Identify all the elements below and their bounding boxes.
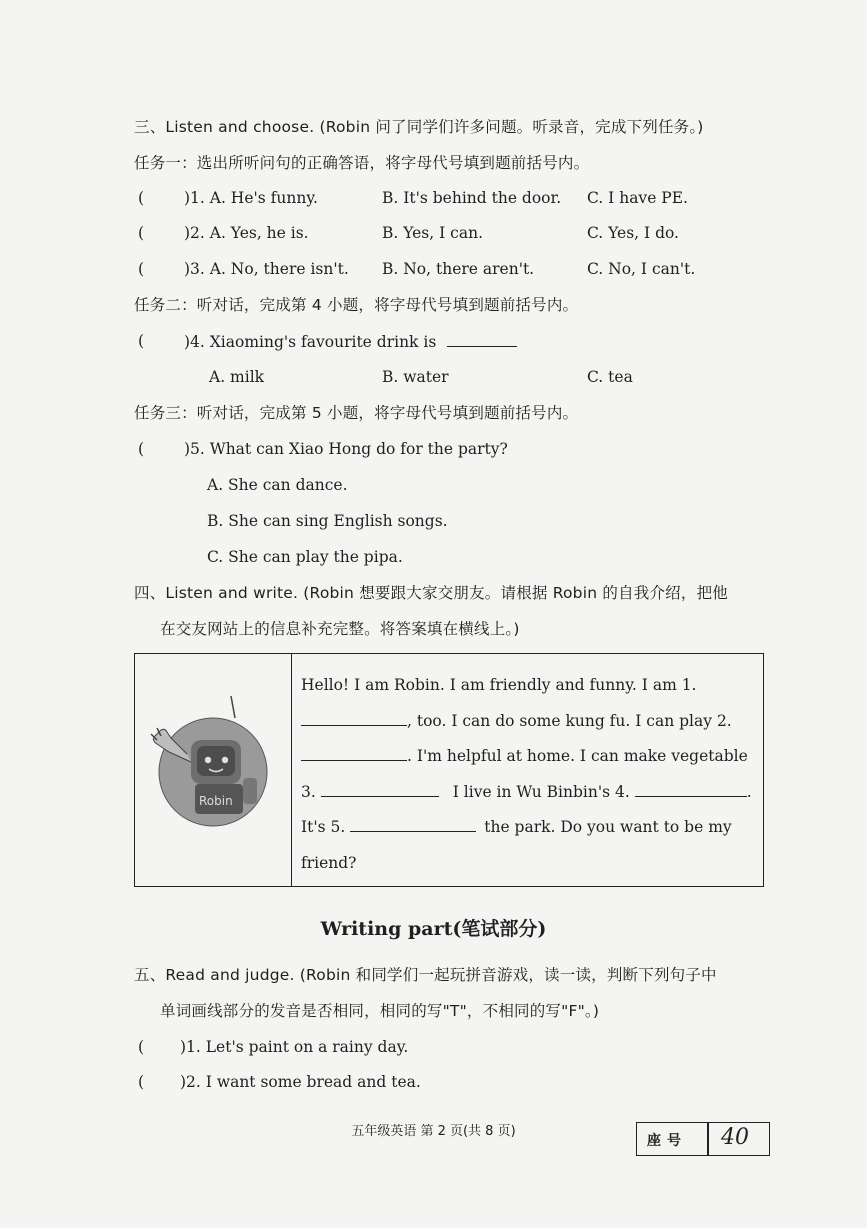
q3-option-c: C. No, I can't. (587, 260, 696, 278)
intro-line-4: 3. I live in Wu Binbin's 4. . (301, 775, 756, 811)
intro-line-2: , too. I can do some kung fu. I can play 2. (301, 704, 756, 740)
answer-paren: ( (138, 260, 145, 278)
q4-option-b: B. water (382, 368, 449, 386)
robot-label: Robin (199, 794, 233, 808)
robin-intro-text (301, 668, 756, 881)
intro-line-1: Hello! I am Robin. I am friendly and funny. I am 1. (301, 676, 697, 694)
page-footer: 五年级英语 第 2 页(共 8 页) (351, 1124, 516, 1139)
intro-line-5: It's 5. the park. Do you want to be my (301, 810, 756, 846)
blank-4 (635, 780, 747, 797)
q2-option-a: )2. A. Yes, he is. (184, 224, 309, 242)
robot-illustration (147, 692, 273, 842)
blank-3 (321, 780, 439, 797)
q1-option-b: B. It's behind the door. (382, 189, 562, 207)
seat-label: 座号 (647, 1133, 687, 1149)
answer-paren: ( (138, 332, 145, 350)
seat-divider (707, 1123, 709, 1155)
intro-line-6: friend? (301, 853, 357, 872)
task3-instruction: 任务三：听对话，完成第 5 小题，将字母代号填到题前括号内。 (134, 404, 579, 422)
task2-instruction: 任务二：听对话，完成第 4 小题，将字母代号填到题前括号内。 (134, 296, 579, 314)
answer-paren: ( (138, 224, 145, 242)
writing-part-heading: Writing part(笔试部分) (320, 918, 547, 940)
q3-option-b: B. No, there aren't. (382, 260, 535, 278)
blank-2 (301, 744, 407, 761)
q2-option-b: B. Yes, I can. (382, 224, 483, 242)
q5-option-a: A. She can dance. (207, 476, 348, 494)
answer-paren: ( (138, 440, 145, 458)
judge-q2: )2. I want some bread and tea. (180, 1073, 421, 1091)
q4-question-text: )4. Xiaoming's favourite drink is (184, 333, 437, 351)
q4-option-a: A. milk (209, 368, 265, 386)
intro-line-3: . I'm helpful at home. I can make vegetable (301, 739, 756, 775)
seat-number-box (636, 1122, 770, 1156)
robin-profile-box (134, 653, 764, 887)
blank-1 (301, 709, 407, 726)
answer-paren: ( (138, 1073, 145, 1091)
task1-instruction: 任务一：选出所听问句的正确答语，将字母代号填到题前括号内。 (134, 154, 590, 172)
q2-option-c: C. Yes, I do. (587, 224, 679, 242)
q1-option-c: C. I have PE. (587, 189, 688, 207)
q4-option-c: C. tea (587, 368, 633, 386)
q4-blank (447, 330, 517, 347)
q5-question: )5. What can Xiao Hong do for the party? (184, 440, 508, 458)
q1-option-a: )1. A. He's funny. (184, 189, 318, 207)
answer-paren: ( (138, 189, 145, 207)
section3-title: 三、Listen and choose. (Robin 问了同学们许多问题。听录音，完成下列任务。) (134, 118, 704, 136)
box-divider (291, 654, 292, 886)
q3-option-a: )3. A. No, there isn't. (184, 260, 349, 278)
seat-number: 40 (721, 1125, 749, 1150)
section5-title: 五、Read and judge. (Robin 和同学们一起玩拼音游戏，读一读，判断下列句子中 (134, 966, 717, 984)
answer-paren: ( (138, 1038, 145, 1056)
q5-option-c: C. She can play the pipa. (207, 548, 403, 566)
q5-option-b: B. She can sing English songs. (207, 512, 448, 530)
section4-title-cont: 在交友网站上的信息补充完整。将答案填在横线上。) (160, 620, 520, 638)
q4-question (184, 330, 517, 353)
blank-5 (350, 815, 476, 832)
section4-title: 四、Listen and write. (Robin 想要跟大家交朋友。请根据 Robin 的自我介绍，把他 (134, 584, 728, 602)
section5-title-cont: 单词画线部分的发音是否相同，相同的写"T"，不相同的写"F"。) (160, 1002, 600, 1020)
judge-q1: )1. Let's paint on a rainy day. (180, 1038, 409, 1056)
